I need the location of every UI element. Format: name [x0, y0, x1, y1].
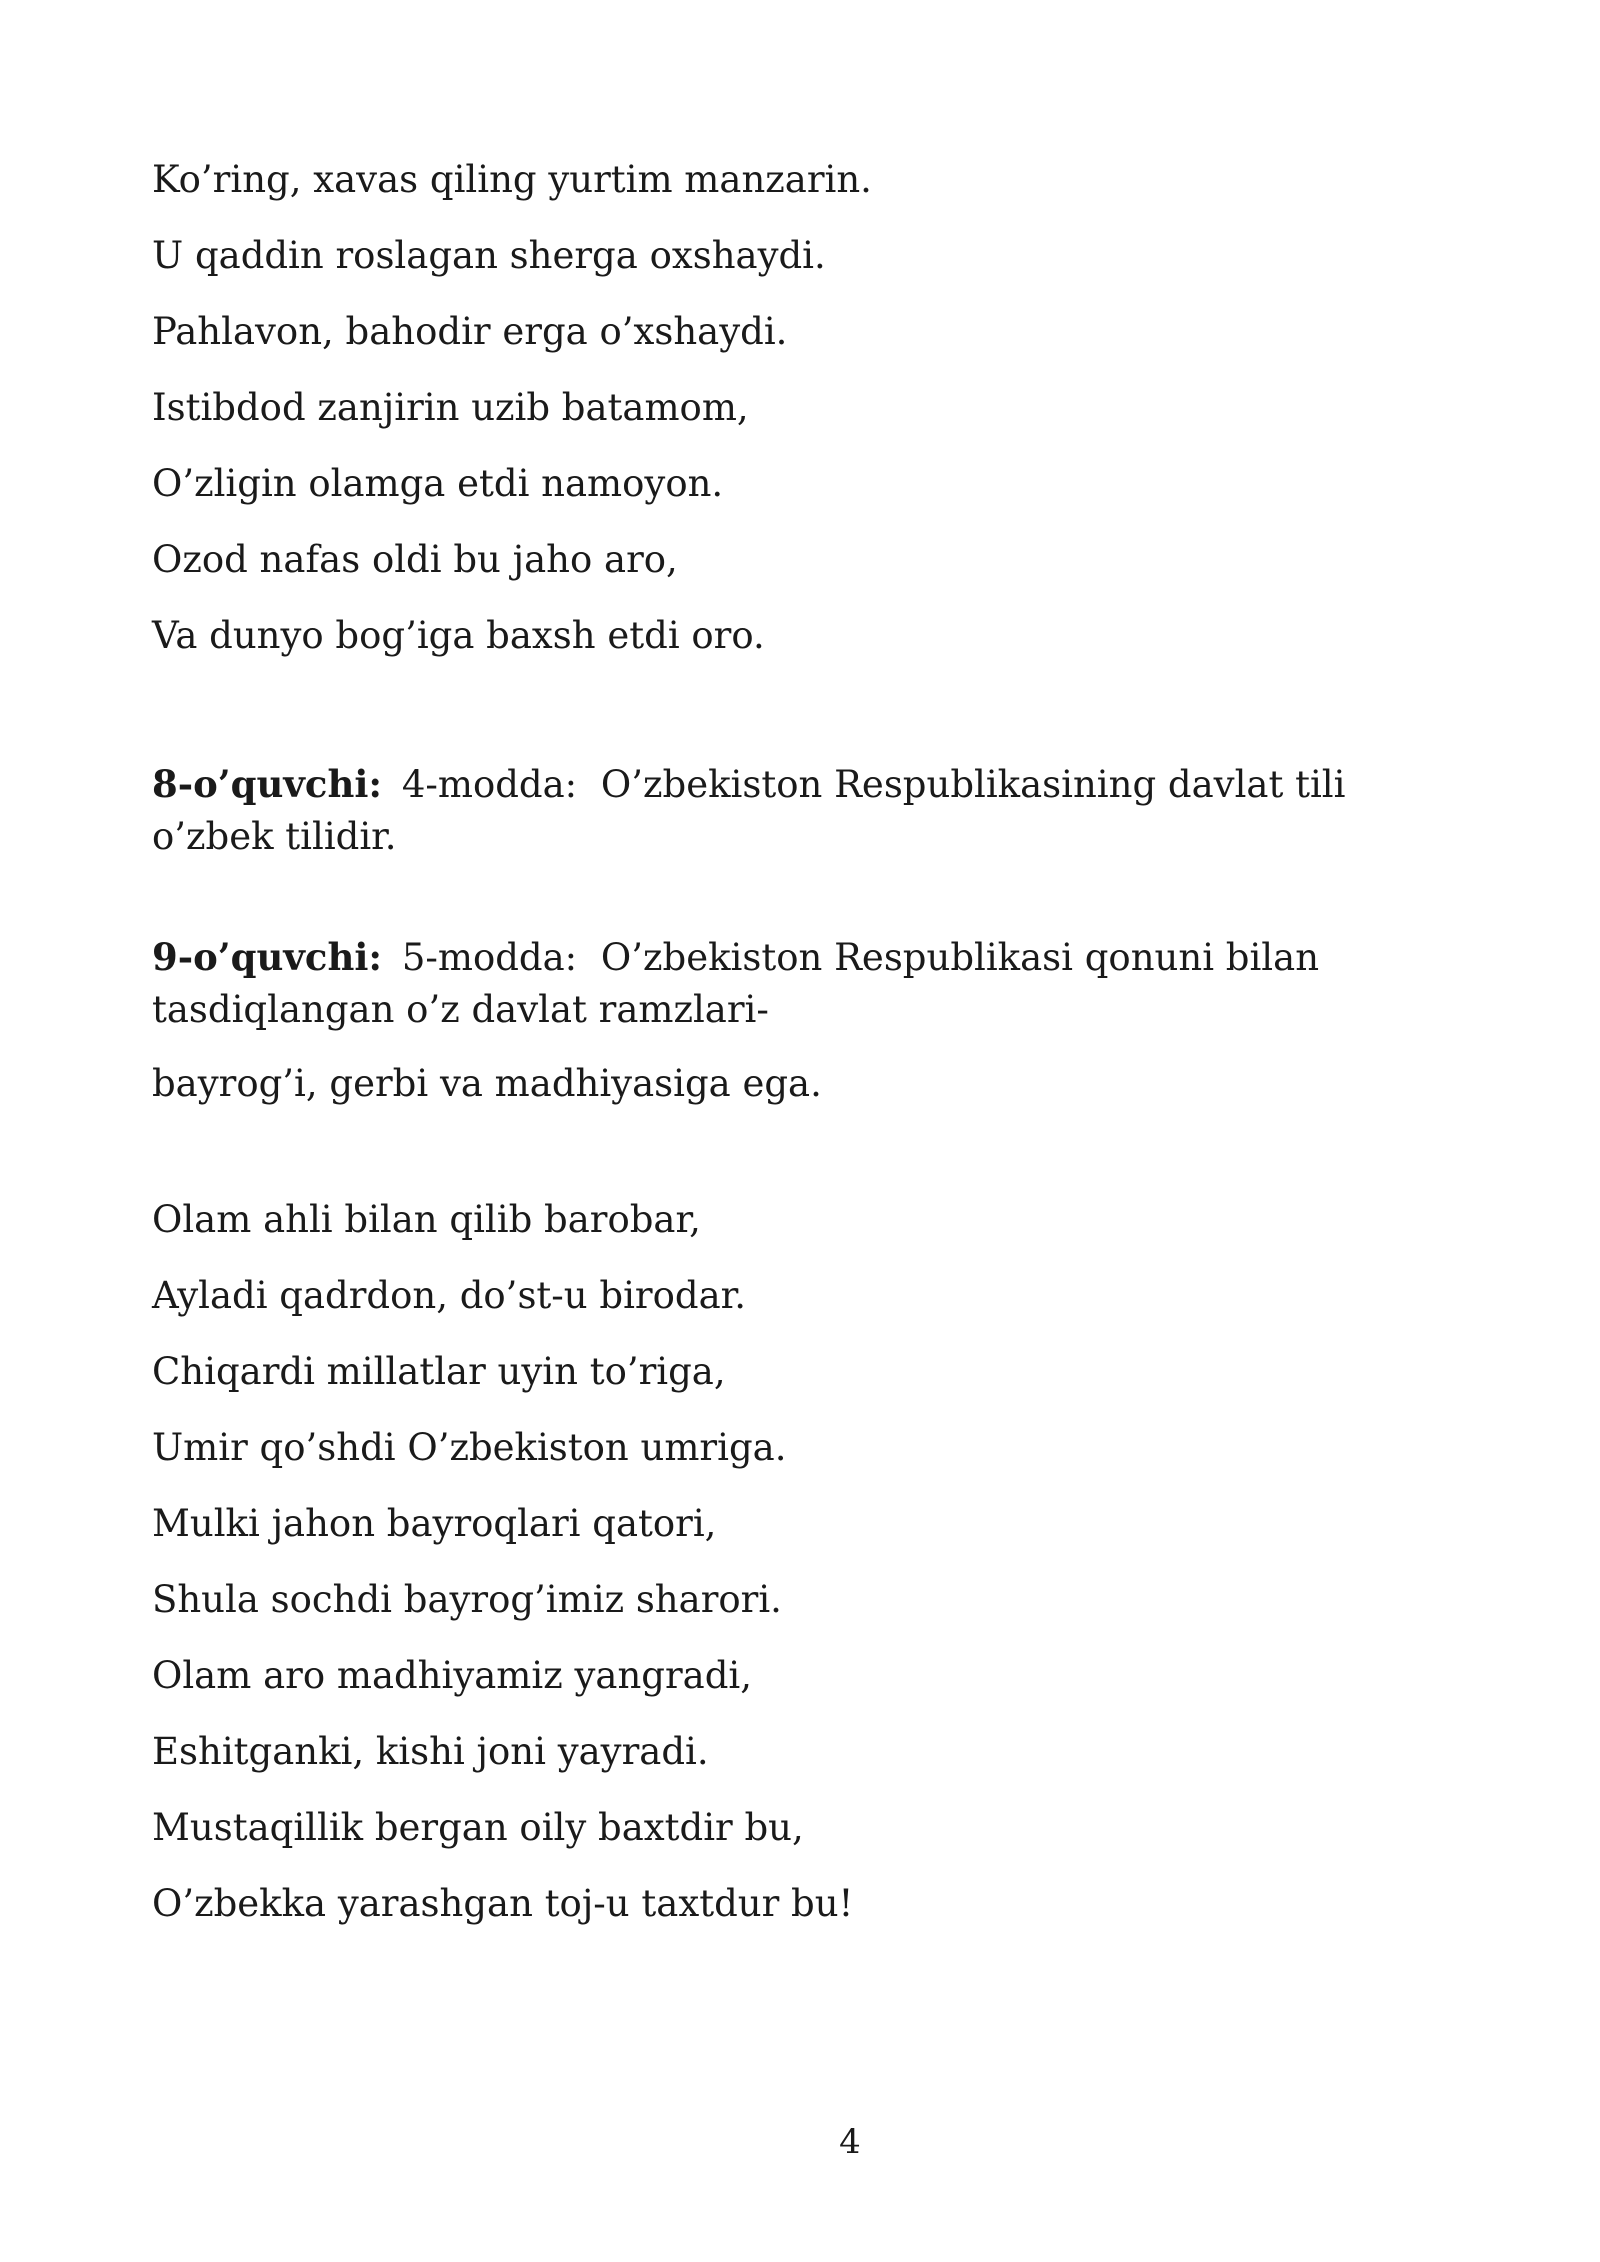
- verse-line: Pahlavon, bahodir erga o’xshaydi.: [152, 310, 788, 353]
- article-8-paragraph: [152, 758, 1442, 863]
- verse-line: Ko’ring, xavas qiling yurtim manzarin.: [152, 158, 872, 201]
- verse-line: Olam aro madhiyamiz yangradi,: [152, 1654, 752, 1697]
- verse-line: Chiqardi millatlar uyin to’riga,: [152, 1350, 726, 1393]
- spacer: [152, 1114, 1442, 1190]
- page-number: 4: [839, 2122, 861, 2162]
- verse-line: Eshitganki, kishi joni yayradi.: [152, 1730, 709, 1773]
- verse-line: Umir qo’shdi O’zbekiston umriga.: [152, 1426, 787, 1469]
- article-number: 4-modda:: [401, 763, 578, 806]
- article-text: O’zbekiston Respublikasi qonuni bilan tasdiqlangan o’z davlat ramzlari-: [152, 936, 1320, 1031]
- speaker-label: 9-o’quvchi:: [152, 935, 383, 979]
- verse-line: Mustaqillik bergan oily baxtdir bu,: [152, 1806, 804, 1849]
- spacer: [152, 682, 1442, 758]
- verse-line: O’zbekka yarashgan toj-u taxtdur bu!: [152, 1882, 854, 1925]
- verse-line: Ayladi qadrdon, do’st-u birodar.: [152, 1274, 747, 1317]
- stanza-1: [152, 150, 1442, 682]
- verse-line: Va dunyo bog’iga baxsh etdi oro.: [152, 614, 765, 657]
- verse-line: Shula sochdi bayrog’imiz sharori.: [152, 1578, 782, 1621]
- verse-line: Ozod nafas oldi bu jaho aro,: [152, 538, 678, 581]
- article-number: 5-modda:: [401, 936, 578, 979]
- article-9-continuation: bayrog’i, gerbi va madhiyasiga ega.: [152, 1062, 822, 1105]
- verse-line: Olam ahli bilan qilib barobar,: [152, 1198, 701, 1241]
- article-text: O’zbekiston Respublikasining davlat tili o’zbek tilidir.: [152, 763, 1346, 858]
- verse-line: U qaddin roslagan sherga oxshaydi.: [152, 234, 826, 277]
- page-content: [152, 150, 1442, 1950]
- verse-line: Istibdod zanjirin uzib batamom,: [152, 386, 749, 429]
- article-9-paragraph: [152, 931, 1442, 1036]
- verse-line: Mulki jahon bayroqlari qatori,: [152, 1502, 717, 1545]
- speaker-label: 8-o’quvchi:: [152, 762, 383, 806]
- stanza-2: [152, 1190, 1442, 1950]
- verse-line: O’zligin olamga etdi namoyon.: [152, 462, 724, 505]
- spacer: [152, 881, 1442, 931]
